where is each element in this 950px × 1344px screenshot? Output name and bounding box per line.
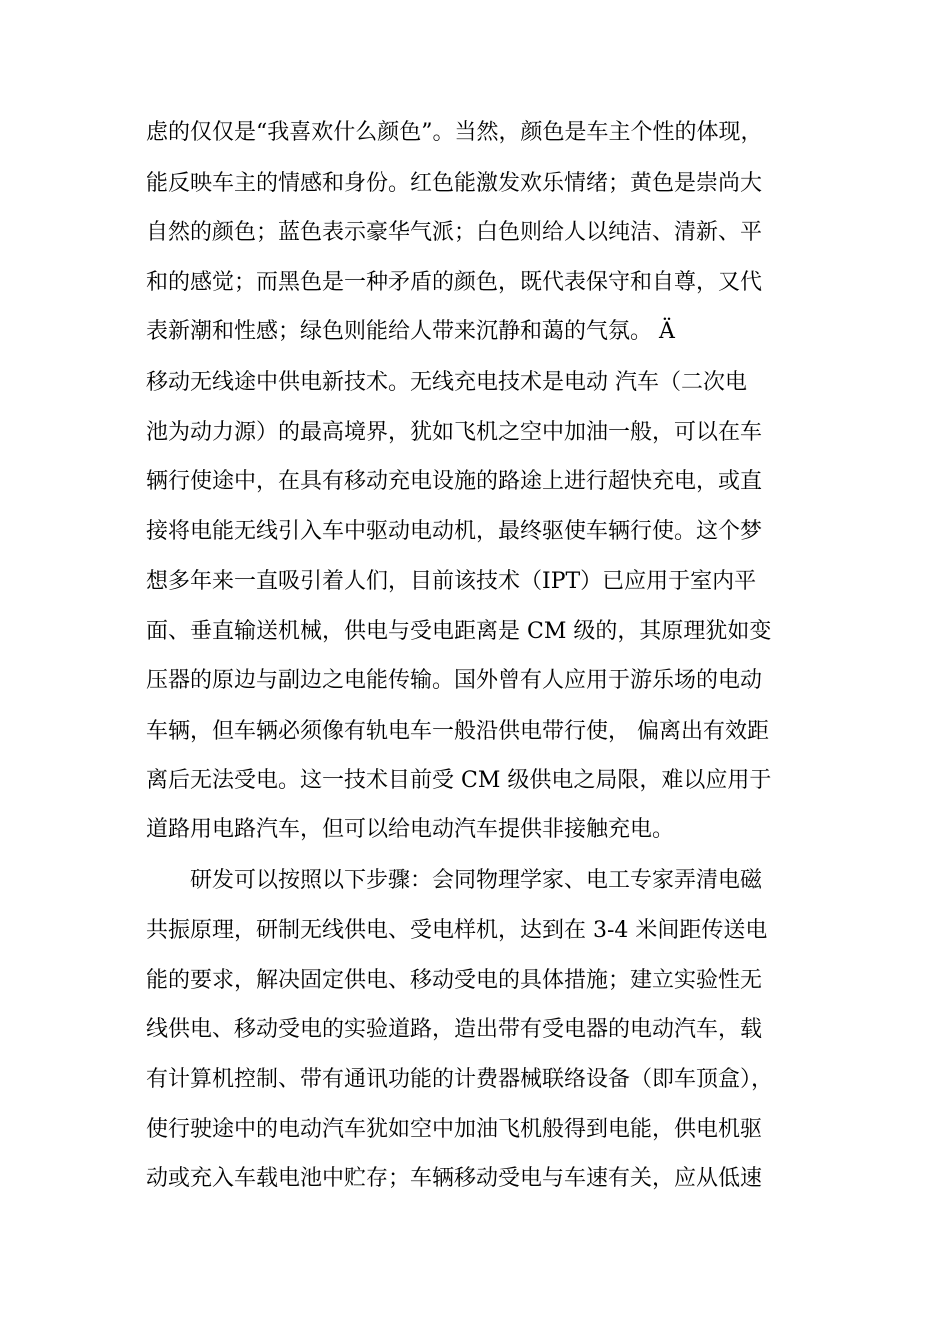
text-line-22: 动或充入车载电池中贮存；车辆移动受电与车速有关，应从低速 bbox=[146, 1166, 763, 1191]
text-line-7: 池为动力源）的最高境界，犹如飞机之空中加油一般，可以在车 bbox=[146, 420, 763, 445]
text-line-10: 想多年来一直吸引着人们，目前该技术（IPT）已应用于室内平 bbox=[146, 569, 757, 594]
text-line-20: 有计算机控制、带有通讯功能的计费器械联络设备（即车顶盒）， bbox=[146, 1067, 774, 1092]
text-line-4: 和的感觉；而黑色是一种矛盾的颜色，既代表保守和自尊，又代 bbox=[146, 270, 763, 295]
text-line-15: 道路用电路汽车，但可以给电动汽车提供非接触充电。 bbox=[146, 817, 675, 842]
text-line-17: 共振原理，研制无线供电、受电样机，达到在 3-4 米间距传送电 bbox=[146, 918, 768, 943]
text-line-11: 面、垂直输送机械，供电与受电距离是 CM 级的，其原理犹如变 bbox=[146, 619, 772, 644]
text-line-9: 接将电能无线引入车中驱动电动机，最终驱使车辆行使。这个梦 bbox=[146, 519, 763, 544]
text-line-21: 使行驶途中的电动汽车犹如空中加油飞机般得到电能，供电机驱 bbox=[146, 1117, 763, 1142]
text-line-19: 线供电、移动受电的实验道路，造出带有受电器的电动汽车，载 bbox=[146, 1017, 763, 1042]
paragraph-indent-line: 研发可以按照以下步骤：会同物理学家、电工专家弄清电磁 bbox=[190, 868, 763, 893]
text-line-1: 虑的仅仅是“我喜欢什么颜色”。当然，颜色是车主个性的体现， bbox=[146, 120, 763, 145]
text-line-2: 能反映车主的情感和身份。红色能激发欢乐情绪；黄色是崇尚大 bbox=[146, 171, 763, 196]
text-line-5: 表新潮和性感；绿色则能给人带来沉静和蔼的气氛。 Ä bbox=[146, 319, 675, 344]
text-line-8: 辆行使途中，在具有移动充电设施的路途上进行超快充电，或直 bbox=[146, 469, 763, 494]
text-line-13: 车辆，但车辆必须像有轨电车一般沿供电带行使， 偏离出有效距 bbox=[146, 719, 769, 744]
text-line-18: 能的要求，解决固定供电、移动受电的具体措施；建立实验性无 bbox=[146, 968, 763, 993]
text-line-14: 离后无法受电。这一技术目前受 CM 级供电之局限，难以应用于 bbox=[146, 768, 772, 793]
text-line-3: 自然的颜色；蓝色表示豪华气派；白色则给人以纯洁、清新、平 bbox=[146, 220, 763, 245]
text-line-12: 压器的原边与副边之电能传输。国外曾有人应用于游乐场的电动 bbox=[146, 668, 763, 693]
text-line-6: 移动无线途中供电新技术。无线充电技术是电动 汽车（二次电 bbox=[146, 370, 747, 395]
